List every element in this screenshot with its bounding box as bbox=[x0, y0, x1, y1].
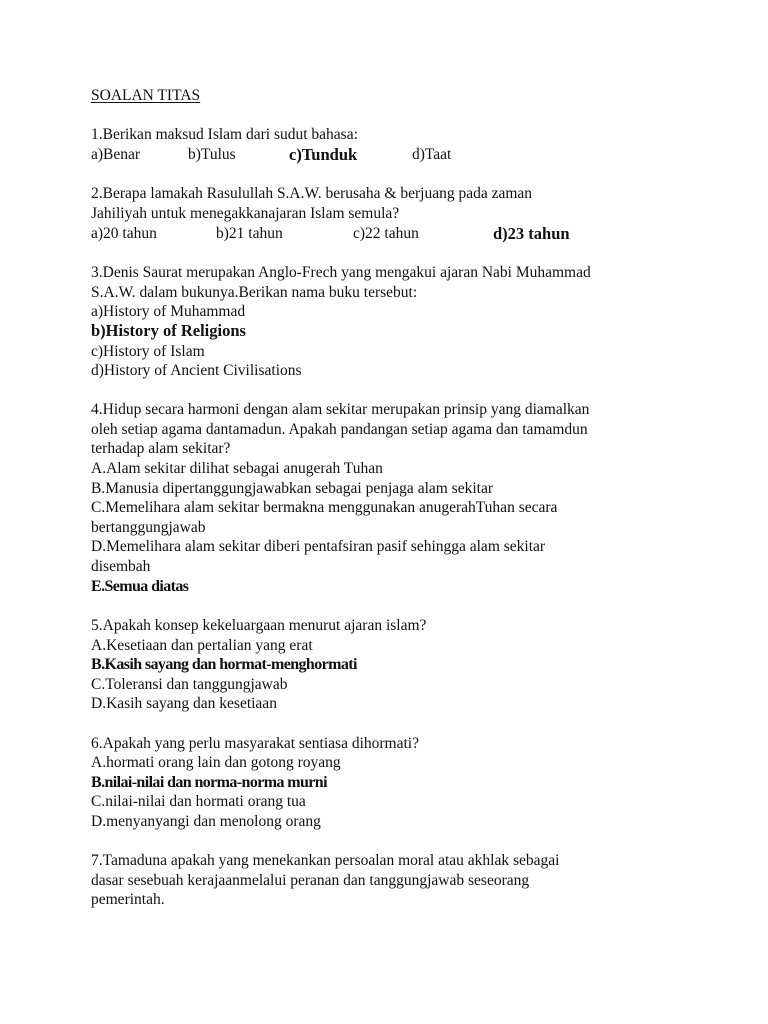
question-2-text-line-2: Jahiliyah untuk menegakkanajaran Islam semula? bbox=[91, 205, 400, 222]
option-b-answer: B.nilai-nilai dan norma-norma murni bbox=[91, 774, 327, 791]
question-7-text-line-3: pemerintah. bbox=[91, 891, 165, 908]
question-7-text-line-2: dasar sesebuah kerajaanmelalui peranan dan tanggungjawab seseorang bbox=[91, 872, 530, 889]
question-4-text-line-1: 4.Hidup secara harmoni dengan alam sekitar merupakan prinsip yang diamalkan bbox=[91, 401, 590, 418]
option-a: a)Benar bbox=[91, 146, 141, 163]
option-d: d)Taat bbox=[412, 146, 452, 163]
option-c-answer: c)Tunduk bbox=[289, 145, 358, 164]
question-2-text-line-1: 2.Berapa lamakah Rasulullah S.A.W. berusaha & berjuang pada zaman bbox=[91, 185, 533, 202]
option-a: A.Kesetiaan dan pertalian yang erat bbox=[91, 637, 313, 654]
question-5-text: 5.Apakah konsep kekeluargaan menurut ajaran islam? bbox=[91, 617, 427, 634]
question-2-options bbox=[91, 224, 691, 244]
option-b: B.Manusia dipertanggungjawabkan sebagai penjaga alam sekitar bbox=[91, 480, 494, 497]
option-a: A.hormati orang lain dan gotong royang bbox=[91, 754, 341, 771]
option-d-answer: d)23 tahun bbox=[493, 224, 570, 243]
page-title: SOALAN TITAS bbox=[91, 87, 201, 104]
option-d-continued: disembah bbox=[91, 558, 151, 575]
option-a: A.Alam sekitar dilihat sebagai anugerah Tuhan bbox=[91, 460, 383, 477]
option-d: D.menyanyangi dan menolong orang bbox=[91, 813, 321, 830]
option-d: D.Kasih sayang dan kesetiaan bbox=[91, 695, 277, 712]
question-7-text-line-1: 7.Tamaduna apakah yang menekankan persoalan moral atau akhlak sebagai bbox=[91, 852, 560, 869]
question-1-options bbox=[91, 145, 691, 165]
question-1-text: 1.Berikan maksud Islam dari sudut bahasa: bbox=[91, 126, 358, 143]
option-a: a)History of Muhammad bbox=[91, 303, 246, 320]
option-d: D.Memelihara alam sekitar diberi pentafsiran pasif sehingga alam sekitar bbox=[91, 538, 546, 555]
option-b-answer: b)History of Religions bbox=[91, 321, 246, 340]
option-c-continued: bertanggungjawab bbox=[91, 519, 206, 536]
question-4-text-line-2: oleh setiap agama dantamadun. Apakah pandangan setiap agama dan tamamdun bbox=[91, 421, 588, 438]
option-c: C.Memelihara alam sekitar bermakna menggunakan anugerahTuhan secara bbox=[91, 499, 558, 516]
question-3-text-line-1: 3.Denis Saurat merupakan Anglo-Frech yang mengakui ajaran Nabi Muhammad bbox=[91, 264, 591, 281]
option-c: C.nilai-nilai dan hormati orang tua bbox=[91, 793, 306, 810]
question-6-text: 6.Apakah yang perlu masyarakat sentiasa dihormati? bbox=[91, 735, 419, 752]
question-3-text-line-2: S.A.W. dalam bukunya.Berikan nama buku tersebut: bbox=[91, 284, 418, 301]
option-b-answer: B.Kasih sayang dan hormat-menghormati bbox=[91, 656, 357, 673]
option-b: b)21 tahun bbox=[216, 225, 283, 242]
question-4-text-line-3: terhadap alam sekitar? bbox=[91, 440, 231, 457]
option-c: C.Toleransi dan tanggungjawab bbox=[91, 676, 288, 693]
option-e-answer: E.Semua diatas bbox=[91, 578, 189, 595]
option-c: c)History of Islam bbox=[91, 343, 205, 360]
option-c: c)22 tahun bbox=[353, 225, 419, 242]
option-a: a)20 tahun bbox=[91, 225, 157, 242]
option-b: b)Tulus bbox=[188, 146, 236, 163]
option-d: d)History of Ancient Civilisations bbox=[91, 362, 302, 379]
